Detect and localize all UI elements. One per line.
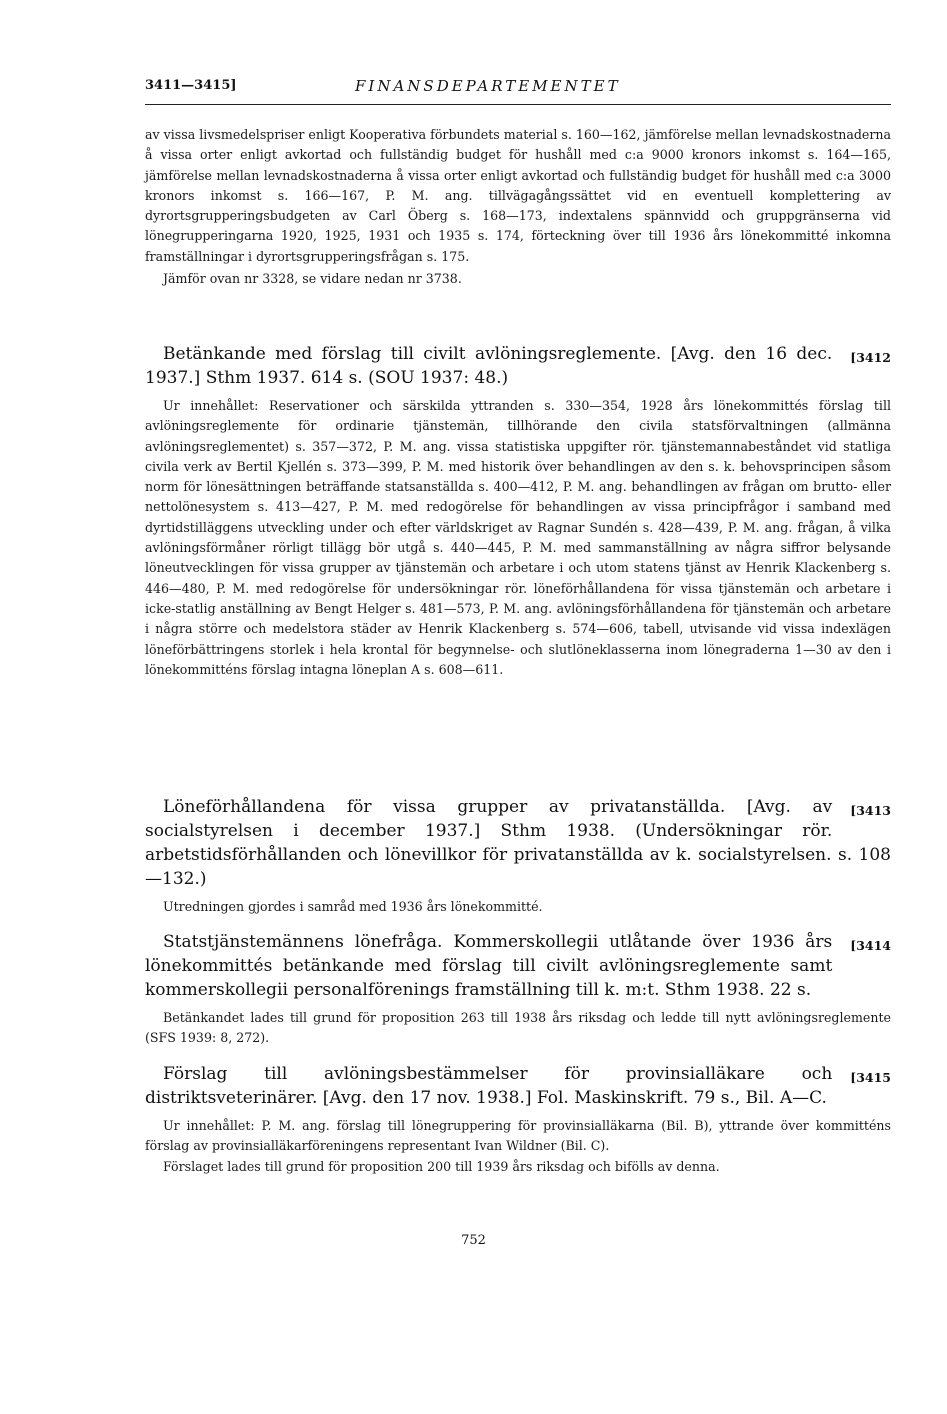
entry-number: [3414 [850,938,891,953]
entry-title: [3413 Löneförhållandena för vissa grupper av privatanställda. [Avg. av socialstyrelsen i december 1937.] Sthm 1938. (Undersökningar rör. arbetstidsförhållanden och lönevillkor för privatanställda av k. socialstyrelsen. s. 108—132.) [145,797,891,889]
entry-title: [3412 Betänkande med förslag till civilt avlöningsreglemente. [Avg. den 16 dec. 1937.] Sthm 1937. 614 s. (SOU 1937: 48.) [145,344,891,388]
cross-reference: Jämför ovan nr 3328, se vidare nedan nr 3738. [163,271,462,287]
entry-number: [3413 [850,803,891,818]
entry-note: Förslaget lades till grund för proposition 200 till 1939 års riksdag och bifölls av denna. [163,1158,720,1174]
entry-note: Betänkandet lades till grund för proposition 263 till 1938 års riksdag och ledde till nytt avlöningsreglemente (SFS 1939: 8, 272). [145,1010,891,1046]
intro-block [145,125,891,289]
intro-paragraph: av vissa livsmedelspriser enligt Kooperativa förbundets material s. 160—162, jämförelse mellan levnadskostnaderna å vissa orter enligt avkortad och fullständig budget för hushåll med c:a 9000 kronors inkomst s. 164—165, jämförelse mellan levnadskostnaderna å vissa orter enligt avkortad och fullständig budget för hushåll med c:a 3000 kronors inkomst s. 166—167, P. M. ang. tillvägagångssättet vid en eventuell komplettering av dyrortsgrupperingsbudgeten av Carl Öberg s. 168—173, indextalens spännvidd och gruppgränserna vid lönegrupperingarna 1920, 1925, 1931 och 1935 s. 174, förteckning över till 1936 års lönekommitté inkomna framställningar i dyrortsgrupperingsfrågan s. 175. [145,127,891,264]
entry-title: [3415 Förslag till avlöningsbestämmelser för provinsialläkare och distriktsveterinärer. [Avg. den 17 nov. 1938.] Fol. Maskinskrift. 79 s., Bil. A—C. [145,1064,891,1108]
entry-3412 [145,342,891,680]
entry-3414 [145,930,891,1049]
page-number: 752 [461,1233,486,1248]
entry-contents-note: Ur innehållet: P. M. ang. förslag till lönegruppering för provinsialläkarna (Bil. B), yttrande över kommitténs förslag av provinsialläkarföreningens representant Ivan Wildner (Bil. C). [145,1118,891,1154]
entry-3415 [145,1062,891,1177]
entry-number: [3412 [850,350,891,365]
entry-range: 3411—3415] [145,78,237,93]
header-rule [145,104,891,105]
department-title: FINANSDEPARTEMENTET [355,77,621,95]
entry-note: Utredningen gjordes i samråd med 1936 års lönekommitté. [163,899,543,914]
entry-contents-note: Ur innehållet: Reservationer och särskilda yttranden s. 330—354, 1928 års lönekommittés förslag till avlöningsreglemente för ordinarie tjänstemän, tillhörande den civila statsförvaltningen (allmänna avlöningsreglementet) s. 357—372, P. M. ang. vissa statistiska uppgifter rör. tjänstemannabeståndet vid statliga civila verk av Bertil Kjellén s. 373—399, P. M. med historik över behandlingen av den s. k. behovsprincipen såsom norm för lönesättningen beträffande statsanställda s. 400—412, P. M. ang. behandlingen av frågan om brutto- eller nettolönesystem s. 413—427, P. M. med redogörelse för behandlingen av vissa principfrågor i samband med dyrtidstilläggens utveckling under och efter världskriget av Ragnar Sundén s. 428—439, P. M. ang. frågan, å vilka avlöningsförmåner rörligt tillägg bör utgå s. 440—445, P. M. med sammanställning av några siffror belysande löneutvecklingen för vissa grupper av tjänstemän och arbetare i och utom statens tjänst av Henrik Klackenberg s. 446—480, P. M. med redogörelse för undersökningar rör. löneförhållandena för vissa tjänstemän och arbetare i icke-statlig anställning av Bengt Helger s. 481—573, P. M. ang. avlöningsförhållandena för tjänstemän och arbetare i några större och medelstora städer av Henrik Klackenberg s. 574—606, tabell, utvisande vid vissa indexlägen löneförbättringens storlek i hela krontal för begynnelse- och slutlöneklasserna inom lönegraderna 1—30 av den i lönekommitténs förslag intagna löneplan A s. 608—611. [145,398,891,677]
entry-title: [3414 Statstjänstemännens lönefråga. Kommerskollegii utlåtande över 1936 års lönekommittés betänkande med förslag till civilt avlöningsreglemente samt kommerskollegii personalförenings framställning till k. m:t. Sthm 1938. 22 s. [145,932,891,1000]
entry-number: [3415 [850,1070,891,1085]
running-header [145,78,891,98]
entry-3413 [145,795,891,917]
